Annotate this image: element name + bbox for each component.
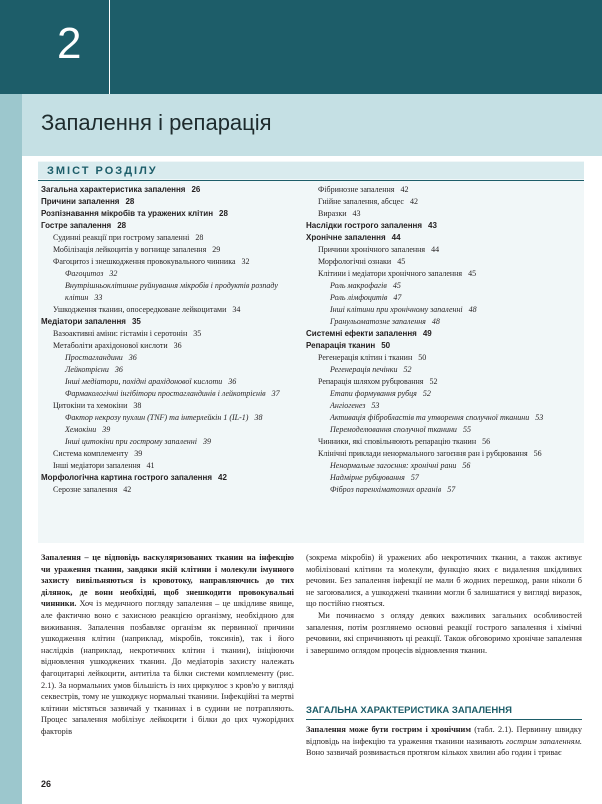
toc-entry-text: Судинні реакції при гострому запаленні bbox=[53, 233, 190, 242]
intro-paragraph bbox=[41, 552, 294, 738]
toc-entry-page: 52 bbox=[422, 389, 431, 398]
toc-entry bbox=[41, 256, 305, 268]
toc-entry bbox=[41, 376, 305, 388]
toc-entry-text: Причини хронічного запалення bbox=[318, 245, 426, 254]
toc-entry bbox=[41, 412, 305, 424]
toc-entry bbox=[306, 316, 582, 328]
section-body bbox=[306, 724, 582, 759]
toc-entry-text: Фібринозне запалення bbox=[318, 185, 395, 194]
section-text-end: Воно зазвичай розвивається протягом кількох хвилин або годин і триває bbox=[306, 748, 562, 758]
toc-entry bbox=[306, 220, 582, 232]
toc-entry-text: Хемокіни bbox=[65, 425, 97, 434]
toc-entry bbox=[306, 256, 582, 268]
toc-entry-text: Внутрішньоклітинне руйнування мікробів і продуктів розпаду клітин bbox=[65, 281, 278, 302]
toc-entry bbox=[306, 244, 582, 256]
toc-entry-text: Активація фібробластів та утворення сполучної тканини bbox=[330, 413, 530, 422]
toc-entry bbox=[41, 340, 305, 352]
toc-entry-page: 45 bbox=[392, 281, 401, 290]
toc-entry bbox=[306, 292, 582, 304]
toc-entry bbox=[41, 316, 305, 328]
toc-entry bbox=[41, 460, 305, 472]
toc-entry bbox=[306, 412, 582, 424]
toc-entry-page: 29 bbox=[212, 245, 221, 254]
toc-entry-text: Простагландини bbox=[65, 353, 123, 362]
toc-entry-text: Репарація тканин bbox=[306, 341, 376, 350]
toc-entry-page: 39 bbox=[102, 425, 111, 434]
toc-entry bbox=[306, 352, 582, 364]
toc-entry-text: Фактор некрозу пухлин (TNF) та інтерлейкін 1 (IL-1) bbox=[65, 413, 249, 422]
left-margin-band bbox=[0, 0, 22, 804]
toc-entry-text: Мобілізація лейкоцитів у вогнище запалення bbox=[53, 245, 207, 254]
toc-entry bbox=[41, 220, 305, 232]
toc-entry bbox=[41, 400, 305, 412]
toc-entry bbox=[306, 340, 582, 352]
toc-entry-text: Загальна характеристика запалення bbox=[41, 185, 186, 194]
toc-entry bbox=[306, 424, 582, 436]
toc-entry bbox=[41, 196, 305, 208]
overview-paragraph: Ми починаємо з огляду деяких важливих загальних особливостей запалення, потім розглянемо основні реакції гострого запалення і хімічні речовини, які спричиняють ці реакції. Також обговоримо хронічне запалення і завершимо оглядом процесів відновлення тканин. bbox=[306, 610, 582, 655]
toc-entry-page: 44 bbox=[431, 245, 440, 254]
toc-entry-text: Морфологічна картина гострого запалення bbox=[41, 473, 213, 482]
toc-entry-text: Розпізнавання мікробів та уражених клітин bbox=[41, 209, 214, 218]
toc-entry bbox=[306, 208, 582, 220]
toc-entry bbox=[306, 400, 582, 412]
toc-entry-page: 39 bbox=[202, 437, 211, 446]
toc-entry-text: Гнійне запалення, абсцес bbox=[318, 197, 404, 206]
toc-entry-text: Етапи формування рубця bbox=[330, 389, 417, 398]
toc-entry-text: Інші клітини при хронічному запаленні bbox=[330, 305, 463, 314]
toc-entry bbox=[41, 388, 305, 400]
toc-entry bbox=[41, 244, 305, 256]
toc-entry-text: Морфологічні ознаки bbox=[318, 257, 392, 266]
toc-entry-page: 49 bbox=[422, 329, 432, 338]
toc-entry-page: 45 bbox=[397, 257, 406, 266]
toc-entry bbox=[306, 328, 582, 340]
toc-entry bbox=[41, 208, 305, 220]
toc-entry-text: Наслідки гострого запалення bbox=[306, 221, 423, 230]
toc-entry-page: 38 bbox=[133, 401, 142, 410]
intro-text: Хоч із медичного погляду запалення – це шкідливе явище, але фактично воно є захисною реакцією організму, необхідною для виживання. Запалення позбавляє організм як первинної причини ушкодження клітин (наприклад, мікробів, токсинів), так і його наслідків (наприклад, некротичних клітин і тканин), ініціюючи відновлення ушкоджених тканин. До медіаторів захисту належать фагоцитарні лейкоцити, антитіла та білки системи комплементу (рис. 2.1). За нормальних умов більшість із них циркулює з кров'ю у вигляді секвестрів, тому не ушкоджує нормальні тканини. Інфекційні та мертві клітини містяться зазвичай у тканинах і в судини не потрапляють. Процес запалення мобілізує лейкоцити і білки до цих чужорідних факторів bbox=[41, 599, 294, 736]
page-number: 26 bbox=[41, 779, 52, 789]
toc-entry-page: 36 bbox=[228, 377, 237, 386]
toc-entry-text: Системні ефекти запалення bbox=[306, 329, 417, 338]
toc-entry-text: Виразки bbox=[318, 209, 347, 218]
toc-entry bbox=[306, 376, 582, 388]
toc-heading-rule bbox=[38, 180, 584, 181]
toc-entry-page: 36 bbox=[114, 365, 123, 374]
toc-entry-text: Ненормальне загоєння: хронічні рани bbox=[330, 461, 457, 470]
toc-entry-page: 26 bbox=[191, 185, 201, 194]
toc-entry-page: 56 bbox=[462, 461, 471, 470]
body-column-left bbox=[41, 552, 294, 738]
toc-entry bbox=[306, 268, 582, 280]
toc-entry-text: Надмірне рубцювання bbox=[330, 473, 405, 482]
toc-entry-text: Медіатори запалення bbox=[41, 317, 126, 326]
toc-entry-page: 43 bbox=[428, 221, 437, 230]
toc-entry bbox=[306, 304, 582, 316]
toc-entry bbox=[41, 484, 305, 496]
toc-entry-text: Фагоцитоз і знешкодження провокувального чинника bbox=[53, 257, 236, 266]
toc-entry-text: Роль макрофагів bbox=[330, 281, 387, 290]
toc-entry-page: 32 bbox=[241, 257, 250, 266]
toc-entry-page: 38 bbox=[254, 413, 263, 422]
toc-entry-text: Фагоцитоз bbox=[65, 269, 104, 278]
toc-entry bbox=[41, 424, 305, 436]
toc-entry-page: 53 bbox=[371, 401, 380, 410]
toc-entry-text: Вазоактивні аміни: гістамін і серотонін bbox=[53, 329, 188, 338]
toc-entry bbox=[306, 484, 582, 496]
toc-entry-text: Роль лімфоцитів bbox=[330, 293, 388, 302]
toc-entry bbox=[306, 472, 582, 484]
toc-entry-text: Фармакологічні інгібітори простагландинів і лейкотрієнів bbox=[65, 389, 266, 398]
toc-entry-page: 33 bbox=[94, 293, 103, 302]
toc-entry bbox=[41, 184, 305, 196]
chapter-header-band bbox=[0, 0, 602, 94]
toc-entry bbox=[306, 184, 582, 196]
toc-entry-page: 53 bbox=[535, 413, 544, 422]
toc-entry-text: Інші медіатори, похідні арахідонової кислоти bbox=[65, 377, 223, 386]
toc-entry-page: 32 bbox=[109, 269, 118, 278]
toc-entry-text: Лейкотрієни bbox=[65, 365, 109, 374]
toc-entry bbox=[306, 448, 582, 460]
toc-entry-page: 35 bbox=[131, 317, 141, 326]
toc-entry-page: 39 bbox=[134, 449, 143, 458]
toc-entry bbox=[306, 196, 582, 208]
toc-entry bbox=[41, 352, 305, 364]
toc-entry-text: Ушкодження тканин, опосередковане лейкоцитами bbox=[53, 305, 227, 314]
toc-entry-page: 41 bbox=[146, 461, 155, 470]
toc-entry-page: 50 bbox=[418, 353, 427, 362]
toc-entry bbox=[41, 268, 305, 280]
toc-entry-page: 47 bbox=[393, 293, 402, 302]
toc-entry-page: 28 bbox=[195, 233, 204, 242]
toc-entry-page: 28 bbox=[125, 197, 135, 206]
chapter-number-divider bbox=[109, 0, 110, 94]
toc-column-right bbox=[306, 184, 582, 496]
toc-entry bbox=[41, 436, 305, 448]
toc-entry-text: Інші цитокіни при гострому запаленні bbox=[65, 437, 197, 446]
chapter-title: Запалення і репарація bbox=[41, 110, 272, 135]
toc-entry-page: 57 bbox=[447, 485, 456, 494]
toc-entry-page: 57 bbox=[410, 473, 419, 482]
toc-entry-page: 28 bbox=[117, 221, 127, 230]
toc-entry-page: 50 bbox=[381, 341, 391, 350]
toc-entry-page: 42 bbox=[123, 485, 132, 494]
chapter-number: 2 bbox=[57, 19, 82, 68]
toc-entry-text: Перемоделювання сполучної тканини bbox=[330, 425, 457, 434]
toc-entry-text: Фіброз паренхіматозних органів bbox=[330, 485, 442, 494]
toc-entry-page: 44 bbox=[391, 233, 401, 242]
toc-entry-text: Ангіогенез bbox=[330, 401, 366, 410]
toc-entry-text: Причини запалення bbox=[41, 197, 120, 206]
toc-entry bbox=[306, 280, 582, 292]
toc-entry-text: Регенерація печінки bbox=[330, 365, 398, 374]
toc-entry-page: 43 bbox=[352, 209, 361, 218]
toc-entry-text: Чинники, які сповільнюють репарацію тканин bbox=[318, 437, 477, 446]
toc-entry bbox=[41, 328, 305, 340]
toc-entry-page: 42 bbox=[400, 185, 409, 194]
toc-entry-page: 42 bbox=[218, 473, 227, 482]
section-paragraph bbox=[306, 724, 582, 759]
toc-heading: ЗМІСТ РОЗДІЛУ bbox=[47, 165, 158, 177]
toc-entry bbox=[306, 364, 582, 376]
toc-entry-text: Гостре запалення bbox=[41, 221, 112, 230]
toc-entry-text: Серозне запалення bbox=[53, 485, 118, 494]
intro-lead: Запалення – це відповідь васкуляризованих тканин на інфекцію чи ураження тканин, завдяки якій клітини і молекули імунного захисту вивільняються із кровотоку, направляючись до тих ділянок, де вони необхідні, щоб знешкодити провокувальні чинники. bbox=[41, 553, 294, 609]
section-lead: Запалення може бути гострим і хронічним bbox=[306, 725, 471, 734]
toc-entry-page: 56 bbox=[533, 449, 542, 458]
toc-entry-page: 42 bbox=[409, 197, 418, 206]
toc-column-left bbox=[41, 184, 305, 496]
toc-entry bbox=[41, 448, 305, 460]
toc-entry bbox=[306, 436, 582, 448]
toc-entry-text: Клінічні приклади ненормального загоєння ран і рубцювання bbox=[318, 449, 528, 458]
toc-entry-page: 45 bbox=[468, 269, 477, 278]
toc-entry-text: Система комплементу bbox=[53, 449, 129, 458]
toc-entry bbox=[306, 388, 582, 400]
toc-entry-text: Хронічне запалення bbox=[306, 233, 386, 242]
toc-entry-page: 56 bbox=[482, 437, 491, 446]
toc-entry-page: 55 bbox=[462, 425, 471, 434]
toc-entry-page: 52 bbox=[403, 365, 412, 374]
toc-entry-page: 48 bbox=[431, 317, 440, 326]
toc-entry-page: 36 bbox=[173, 341, 182, 350]
section-text: (табл. 2.1). Первинну швидку відповідь на інфекцію та ураження тканини називають bbox=[306, 725, 582, 746]
body-column-right bbox=[306, 552, 582, 656]
toc-entry-text: Цитокіни та хемокіни bbox=[53, 401, 128, 410]
toc-entry bbox=[41, 364, 305, 376]
toc-entry bbox=[41, 304, 305, 316]
toc-entry-page: 52 bbox=[429, 377, 438, 386]
toc-entry bbox=[306, 232, 582, 244]
toc-entry-text: Метаболіти арахідонової кислоти bbox=[53, 341, 168, 350]
section-heading-rule bbox=[306, 719, 582, 720]
continued-paragraph: (зокрема мікробів) й уражених або некротичних тканин, а також активує мобілізовані клітини та молекули, функцію яких є видалення шкідливих речовин. Без запалення інфекції не мали б жодних перешкод, рани ніколи б не загоювалися, а ушкоджені тканини могли б залишатися у вигляді виразок, що постійно гнояться. bbox=[306, 553, 582, 609]
toc-entry-page: 48 bbox=[468, 305, 477, 314]
toc-entry-text: Репарація шляхом рубцювання bbox=[318, 377, 424, 386]
toc-entry bbox=[41, 472, 305, 484]
section-heading: ЗАГАЛЬНА ХАРАКТЕРИСТИКА ЗАПАЛЕННЯ bbox=[306, 705, 512, 716]
section-term: гострим запаленням. bbox=[506, 736, 582, 746]
toc-entry-page: 28 bbox=[219, 209, 228, 218]
toc-entry-text: Регенерація клітин і тканин bbox=[318, 353, 413, 362]
toc-entry-page: 34 bbox=[232, 305, 241, 314]
toc-entry bbox=[41, 280, 305, 304]
toc-entry bbox=[41, 232, 305, 244]
toc-entry-text: Гранульоматозне запалення bbox=[330, 317, 426, 326]
toc-entry-text: Клітини і медіатори хронічного запалення bbox=[318, 269, 463, 278]
toc-entry bbox=[306, 460, 582, 472]
toc-entry-page: 36 bbox=[128, 353, 137, 362]
toc-entry-page: 35 bbox=[193, 329, 202, 338]
toc-entry-page: 37 bbox=[271, 389, 280, 398]
toc-entry-text: Інші медіатори запалення bbox=[53, 461, 141, 470]
